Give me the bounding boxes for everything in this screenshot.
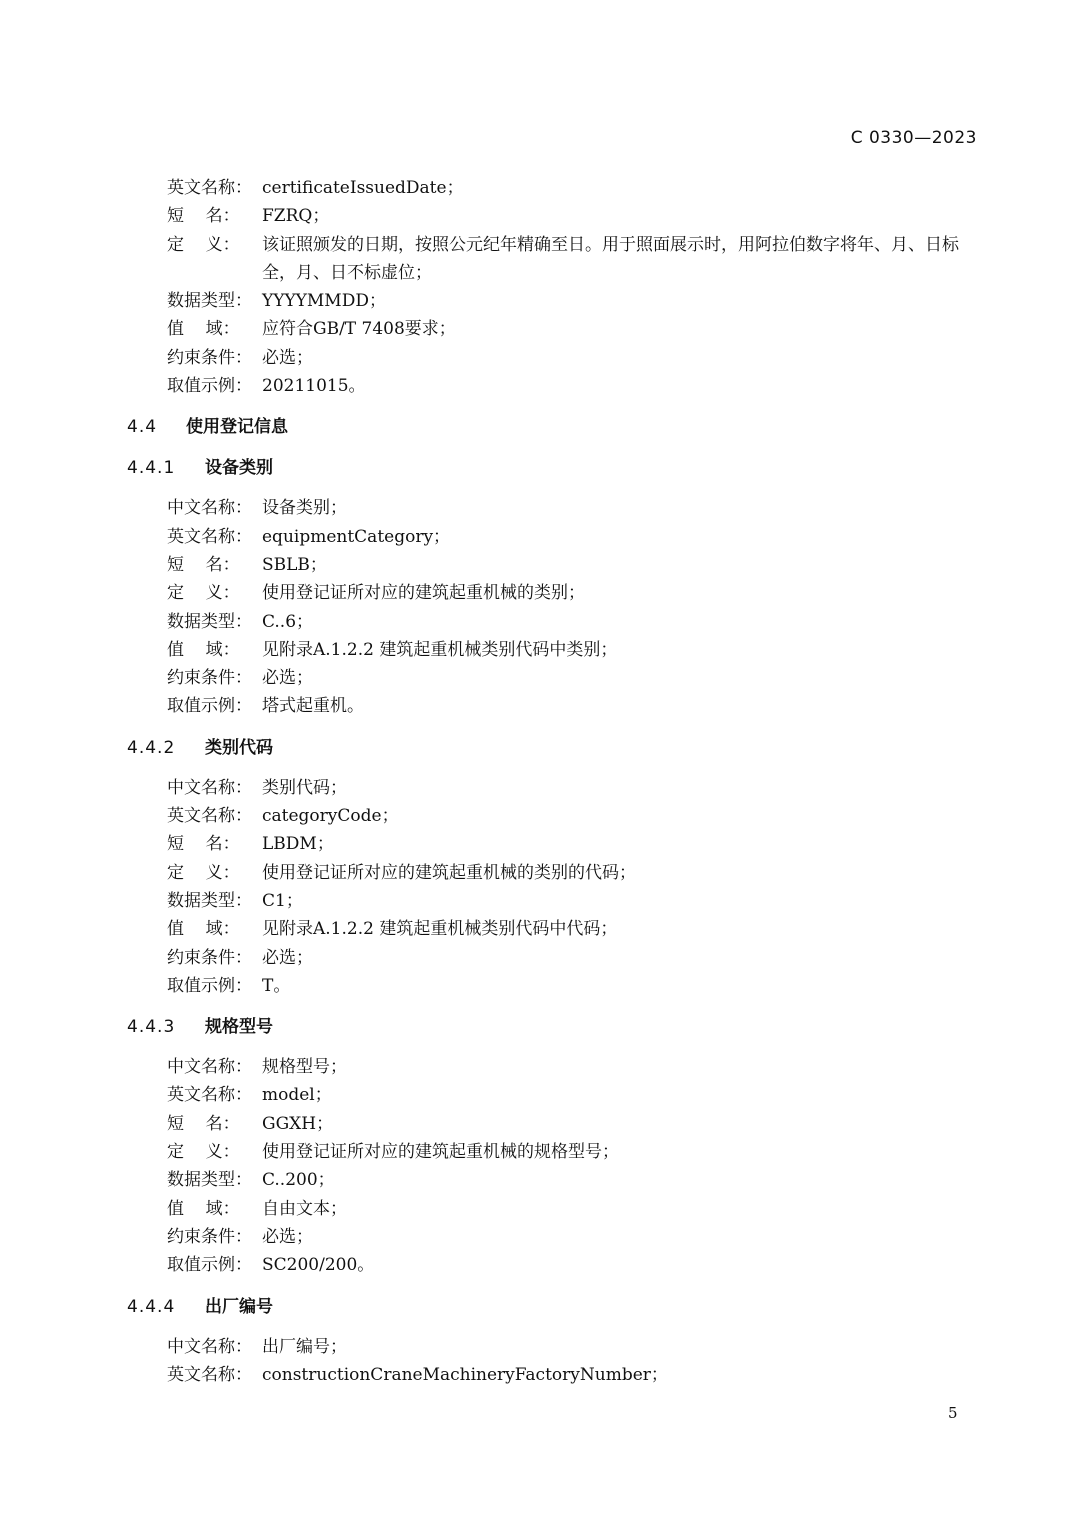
field-label: 取值示例： — [167, 1255, 252, 1276]
field-label: 短 名： — [167, 206, 240, 227]
field-definition — [167, 1138, 987, 1166]
field-value: 必选； — [262, 347, 313, 368]
field-value: 设备类别； — [262, 498, 347, 519]
field-label: 约束条件： — [167, 947, 252, 968]
subsection-number: 4.4.2 — [127, 737, 176, 758]
field-group — [127, 1333, 987, 1390]
field-value: 必选； — [262, 1226, 313, 1247]
field-value: 使用登记证所对应的建筑起重机械的类别； — [262, 583, 585, 604]
field-short-name — [167, 1110, 987, 1138]
field-chinese-name — [167, 774, 987, 802]
field-data-type — [167, 287, 987, 315]
field-chinese-name — [167, 1053, 987, 1081]
field-value: SBLB； — [262, 554, 327, 575]
field-label: 中文名称： — [167, 777, 252, 798]
field-example — [167, 972, 987, 1000]
subsection-number: 4.4.4 — [127, 1296, 176, 1317]
subsection-number: 4.4.3 — [127, 1017, 176, 1038]
field-label: 定 义： — [167, 862, 240, 883]
subsection-title: 类别代码 — [205, 737, 273, 758]
field-constraint — [167, 1223, 987, 1251]
field-value: constructionCraneMachineryFactoryNumber； — [262, 1364, 668, 1385]
field-value: C1； — [262, 890, 303, 911]
field-value-domain — [167, 315, 987, 343]
field-value: 该证照颁发的日期，按照公元纪年精确至日。用于照面展示时，用阿拉伯数字将年、月、日标全，月、日不标虚位； — [262, 234, 959, 283]
document-body — [127, 174, 987, 1389]
field-label: 英文名称： — [167, 1085, 252, 1106]
field-label: 值 域： — [167, 919, 240, 940]
field-value: 自由文本； — [262, 1198, 347, 1219]
field-example — [167, 692, 987, 720]
subsection-heading — [127, 1293, 987, 1321]
field-value: 见附录A.1.2.2 建筑起重机械类别代码中类别； — [262, 639, 618, 660]
field-example — [167, 372, 987, 400]
subsection-heading — [127, 1013, 987, 1041]
field-label: 中文名称： — [167, 498, 252, 519]
field-label: 短 名： — [167, 554, 240, 575]
field-value: YYYYMMDD； — [262, 291, 386, 312]
field-value: 见附录A.1.2.2 建筑起重机械类别代码中代码； — [262, 919, 618, 940]
field-label: 英文名称： — [167, 1364, 252, 1385]
field-short-name — [167, 202, 987, 230]
field-english-name — [167, 1361, 987, 1389]
field-value: model； — [262, 1085, 332, 1106]
field-label: 短 名： — [167, 834, 240, 855]
field-value: T。 — [262, 975, 291, 996]
field-value: 必选； — [262, 668, 313, 689]
field-definition — [167, 859, 987, 887]
field-chinese-name — [167, 1333, 987, 1361]
field-value-domain — [167, 636, 987, 664]
field-label: 约束条件： — [167, 1226, 252, 1247]
field-value: equipmentCategory； — [262, 526, 451, 547]
field-label: 数据类型： — [167, 611, 252, 632]
section-number: 4.4 — [127, 417, 158, 438]
field-value: LBDM； — [262, 834, 334, 855]
section-heading — [127, 413, 987, 441]
field-value: SC200/200。 — [262, 1255, 375, 1276]
field-label: 定 义： — [167, 234, 240, 255]
field-label: 数据类型： — [167, 1170, 252, 1191]
field-value-domain — [167, 915, 987, 943]
field-value: 出厂编号； — [262, 1336, 347, 1357]
field-label: 中文名称： — [167, 1057, 252, 1078]
field-constraint — [167, 664, 987, 692]
field-data-type — [167, 608, 987, 636]
field-definition — [167, 579, 987, 607]
field-label: 英文名称： — [167, 806, 252, 827]
field-value: 类别代码； — [262, 777, 347, 798]
subsection-title: 设备类别 — [205, 458, 273, 479]
document-code: C 0330—2023 — [850, 128, 977, 148]
field-english-name — [167, 1081, 987, 1109]
field-data-type — [167, 1166, 987, 1194]
section-title: 使用登记信息 — [186, 417, 288, 438]
field-value: GGXH； — [262, 1113, 334, 1134]
field-label: 取值示例： — [167, 376, 252, 397]
field-value: categoryCode； — [262, 806, 399, 827]
field-label: 值 域： — [167, 319, 240, 340]
field-english-name — [167, 174, 987, 202]
field-label: 约束条件： — [167, 347, 252, 368]
field-definition — [167, 231, 987, 288]
field-label: 取值示例： — [167, 975, 252, 996]
subsection-heading — [127, 734, 987, 762]
field-label: 定 义： — [167, 583, 240, 604]
field-group — [127, 774, 987, 1000]
field-value: 必选； — [262, 947, 313, 968]
field-english-name — [167, 523, 987, 551]
field-label: 值 域： — [167, 1198, 240, 1219]
field-chinese-name — [167, 494, 987, 522]
field-label: 值 域： — [167, 639, 240, 660]
field-value: FZRQ； — [262, 206, 330, 227]
field-value: certificateIssuedDate； — [262, 178, 464, 198]
field-label: 定 义： — [167, 1142, 240, 1163]
field-label: 约束条件： — [167, 668, 252, 689]
field-label: 英文名称： — [167, 526, 252, 547]
field-label: 数据类型： — [167, 890, 252, 911]
field-value: 使用登记证所对应的建筑起重机械的类别的代码； — [262, 862, 636, 883]
subsection-title: 出厂编号 — [205, 1296, 273, 1317]
field-value-domain — [167, 1195, 987, 1223]
subsection-title: 规格型号 — [205, 1017, 273, 1038]
field-example — [167, 1251, 987, 1279]
field-short-name — [167, 551, 987, 579]
field-group-top — [127, 174, 987, 400]
field-constraint — [167, 944, 987, 972]
field-label: 英文名称： — [167, 178, 252, 198]
field-value: C..6； — [262, 611, 314, 632]
field-value: 塔式起重机。 — [262, 696, 364, 717]
page-number: 5 — [948, 1404, 958, 1422]
field-value: 应符合GB/T 7408要求； — [262, 319, 456, 340]
field-data-type — [167, 887, 987, 915]
field-label: 短 名： — [167, 1113, 240, 1134]
field-value: 使用登记证所对应的建筑起重机械的规格型号； — [262, 1142, 619, 1163]
field-value: 20211015。 — [262, 376, 366, 397]
field-group — [127, 1053, 987, 1279]
field-short-name — [167, 830, 987, 858]
field-label: 中文名称： — [167, 1336, 252, 1357]
field-label: 取值示例： — [167, 696, 252, 717]
field-constraint — [167, 344, 987, 372]
field-english-name — [167, 802, 987, 830]
subsection-number: 4.4.1 — [127, 458, 176, 479]
field-group — [127, 494, 987, 720]
field-label: 数据类型： — [167, 291, 252, 312]
subsection-heading — [127, 454, 987, 482]
field-value: 规格型号； — [262, 1057, 347, 1078]
field-value: C..200； — [262, 1170, 335, 1191]
